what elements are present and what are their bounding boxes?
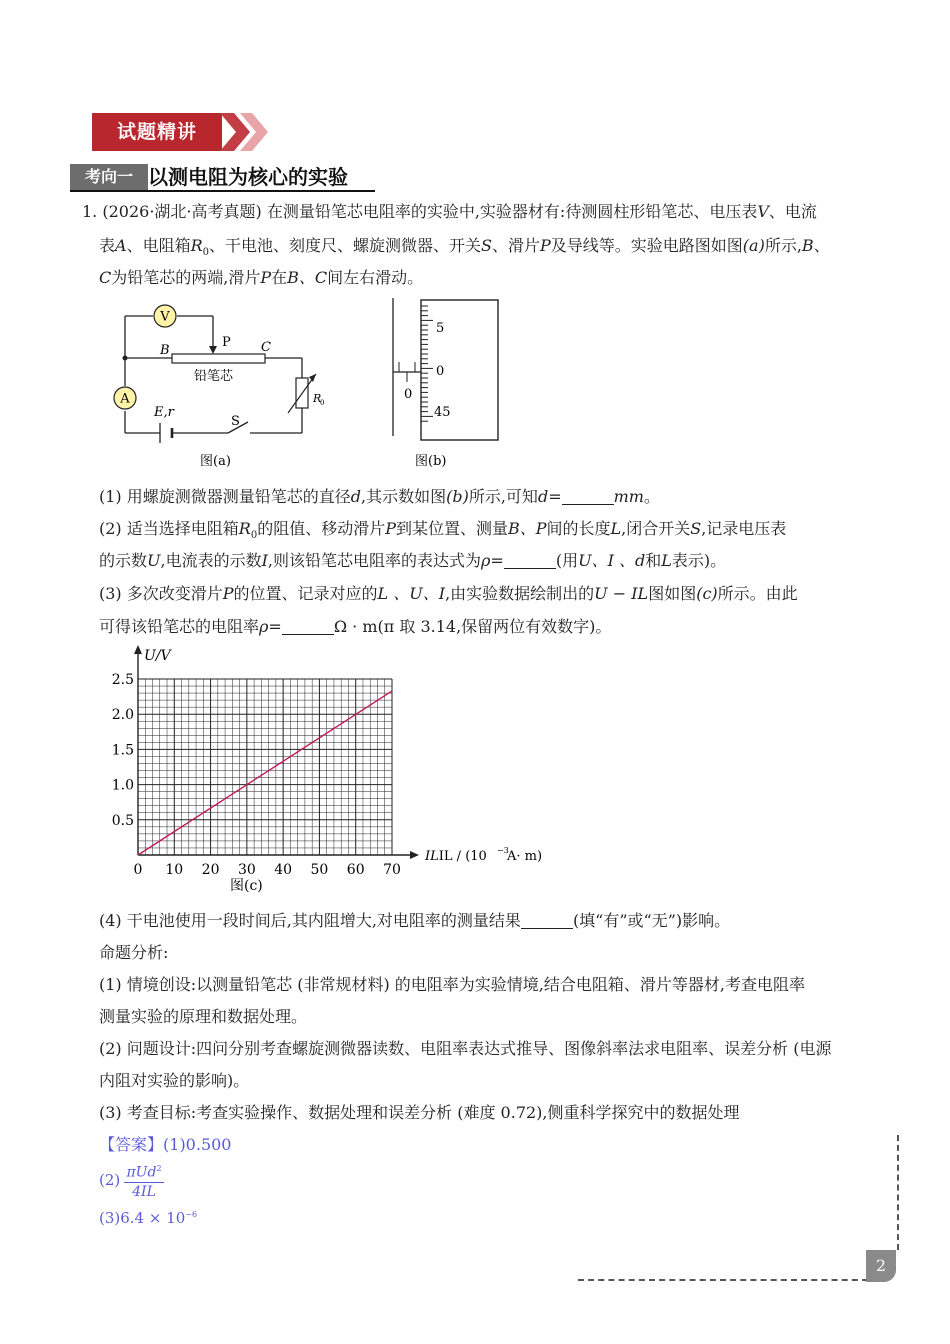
x-axis-label: ILIL / (10 bbox=[425, 849, 487, 864]
svg-text:图(b): 图(b) bbox=[415, 454, 447, 469]
svg-text:C: C bbox=[261, 340, 271, 355]
svg-text:45: 45 bbox=[434, 405, 451, 420]
sub-question-2-line-2: 的示数U,电流表的示数I,则该铅笔芯电阻率的表达式为ρ= (用U、I 、d和L表示)。 bbox=[99, 551, 727, 570]
answer-blank-2[interactable] bbox=[504, 552, 556, 569]
sub-question-2-line-1: (2) 适当选择电阻箱$R_0$的阻值、移动滑片P到某位置、测量B、P间的长度L,闭合开关S,记录电压表 bbox=[99, 519, 787, 542]
analysis-p2-line-2: 内阻对实验的影响)。 bbox=[99, 1071, 250, 1090]
x-axis-arrow-icon bbox=[410, 851, 419, 859]
x-tick-label: 10 bbox=[165, 862, 184, 878]
x-axis-label-exponent: −3 bbox=[497, 846, 509, 855]
x-tick-label: 60 bbox=[346, 862, 365, 878]
page-corner-dash-vertical bbox=[897, 1135, 899, 1250]
svg-text:A: A bbox=[120, 391, 130, 407]
x-axis-label-unit: A· m) bbox=[507, 849, 543, 864]
answer-blank-4[interactable] bbox=[521, 912, 573, 929]
slider-arrow-icon bbox=[209, 346, 217, 354]
circuit-diagram bbox=[110, 298, 330, 476]
section-title: 以测电阻为核心的实验 bbox=[148, 165, 348, 189]
sub-question-3-line-1: (3) 多次改变滑片P的位置、记录对应的L 、U、I,由实验数据绘制出的U − IL图如图(c)所示。由此 bbox=[99, 584, 798, 603]
y-axis-arrow-icon bbox=[134, 645, 142, 654]
section-banner bbox=[92, 113, 272, 151]
answer-3: $(3)6.4 \times 10^{-6}$ bbox=[99, 1209, 198, 1227]
svg-text:铅笔芯: 铅笔芯 bbox=[194, 369, 234, 384]
question-stem-line-3: C为铅笔芯的两端,滑片P在B、C间左右滑动。 bbox=[99, 268, 424, 287]
section-underline bbox=[70, 190, 375, 192]
x-tick-label: 0 bbox=[133, 862, 143, 878]
svg-text:图(a): 图(a) bbox=[200, 454, 231, 469]
analysis-p1-line-2: 测量实验的原理和数据处理。 bbox=[99, 1007, 308, 1026]
svg-text:5: 5 bbox=[436, 321, 445, 336]
svg-text:E,r: E,r bbox=[154, 405, 174, 420]
sub-question-3-line-2: 可得该铅笔芯的电阻率ρ= Ω · m(π 取 3.14,保留两位有效数字)。 bbox=[99, 617, 612, 636]
svg-text:0: 0 bbox=[404, 387, 413, 402]
svg-text:V: V bbox=[160, 309, 170, 325]
answer-blank-3[interactable] bbox=[282, 618, 334, 635]
chart-caption: 图(c) bbox=[230, 878, 263, 894]
banner-label: 试题精讲 bbox=[92, 113, 222, 151]
analysis-p2-line-1: (2) 问题设计:四问分别考查螺旋测微器读数、电阻率表达式推导、图像斜率法求电阻率、误差分析 (电源 bbox=[99, 1039, 832, 1058]
x-tick-label: 70 bbox=[383, 862, 401, 878]
question-stem-line-1: 1. (2026·湖北·高考真题) 在测量铅笔芯电阻率的实验中,实验器材有:待测圆柱形铅笔芯、电压表V、电流 bbox=[82, 202, 817, 221]
x-tick-label: 20 bbox=[201, 862, 220, 878]
svg-text:P: P bbox=[222, 335, 231, 350]
sub-question-4: (4) 干电池使用一段时间后,其内阻增大,对电阻率的测量结果 (填“有”或“无”)影响。 bbox=[99, 911, 731, 930]
analysis-p1-line-1: (1) 情境创设:以测量铅笔芯 (非常规材料) 的电阻率为实验情境,结合电阻箱、滑片等器材,考查电阻率 bbox=[99, 975, 805, 994]
chart-grid bbox=[138, 679, 392, 855]
y-tick-label: 2.0 bbox=[111, 707, 134, 724]
svg-text:B: B bbox=[160, 343, 170, 358]
y-axis-label: U/V bbox=[144, 648, 171, 664]
x-tick-label: 40 bbox=[274, 862, 293, 878]
pencil-core bbox=[172, 354, 265, 363]
page-number: 2 bbox=[866, 1250, 896, 1282]
page-corner-dash-horizontal bbox=[578, 1279, 868, 1281]
answer-1: 【答案】(1)0.500 bbox=[99, 1135, 232, 1154]
u-il-chart bbox=[100, 644, 543, 899]
sub-question-1: (1) 用螺旋测微器测量铅笔芯的直径d,其示数如图(b)所示,可知d= mm。 bbox=[99, 487, 660, 506]
series-line bbox=[138, 691, 392, 855]
answer-blank-1[interactable] bbox=[562, 488, 614, 505]
banner-chevrons-icon bbox=[220, 113, 272, 151]
x-tick-label: 30 bbox=[237, 862, 256, 878]
micrometer-diagram bbox=[385, 298, 510, 476]
svg-text:0: 0 bbox=[320, 399, 325, 407]
y-tick-label: 0.5 bbox=[111, 812, 134, 829]
y-tick-label: 1.5 bbox=[111, 742, 134, 759]
x-tick-label: 50 bbox=[310, 862, 329, 878]
micrometer-thimble bbox=[421, 300, 498, 440]
svg-text:S: S bbox=[231, 414, 240, 429]
svg-text:R: R bbox=[313, 392, 322, 405]
section-tag: 考向一 bbox=[70, 164, 148, 190]
y-tick-label: 1.0 bbox=[111, 777, 134, 794]
svg-text:0: 0 bbox=[436, 364, 445, 379]
question-stem-line-2: 表A、电阻箱$R_0$、干电池、刻度尺、螺旋测微器、开关S、滑片P及导线等。实验电路图如图(a)所示,B、 bbox=[99, 236, 830, 259]
analysis-title: 命题分析: bbox=[99, 943, 169, 962]
analysis-p3: (3) 考查目标:考查实验操作、数据处理和误差分析 (难度 0.72),侧重科学探究中的数据处理 bbox=[99, 1103, 740, 1122]
y-tick-label: 2.5 bbox=[111, 672, 134, 688]
